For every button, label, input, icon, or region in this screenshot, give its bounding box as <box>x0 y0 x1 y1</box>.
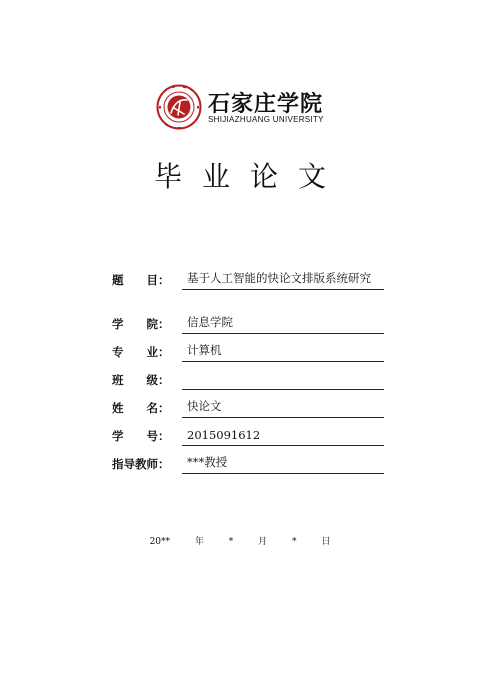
form-row-major <box>112 334 384 362</box>
date-year: 20** <box>149 537 171 547</box>
form-row-advisor <box>112 446 384 474</box>
info-form <box>112 262 384 474</box>
field-label-name: 姓 名： <box>112 401 170 415</box>
field-value-major: 计算机 <box>187 343 222 357</box>
field-value-advisor: ***教授 <box>187 455 228 469</box>
field-label-advisor: 指导教师： <box>112 457 170 471</box>
submission-date <box>0 534 480 547</box>
form-row-class <box>112 362 384 390</box>
field-value-topic: 基于人工智能的快论文排版系统研究 <box>187 271 371 285</box>
date-day: * <box>292 537 297 547</box>
page-title: 毕业论文 <box>153 160 346 193</box>
form-row-topic <box>112 262 384 290</box>
field-value-student-id: 2015091612 <box>187 428 261 442</box>
university-logo <box>156 84 336 132</box>
form-row-student-id <box>112 418 384 446</box>
field-label-topic: 题 目： <box>112 273 170 287</box>
underline <box>182 473 384 474</box>
date-month-unit: 月 <box>258 537 268 547</box>
date-month: * <box>228 537 234 547</box>
underline <box>182 289 384 290</box>
university-seal-icon <box>156 84 202 130</box>
form-row-college <box>112 306 384 334</box>
university-name-en: SHIJIAZHUANG UNIVERSITY <box>208 115 324 124</box>
field-label-student-id: 学 号： <box>112 429 170 443</box>
field-label-major: 专 业： <box>112 345 170 359</box>
field-label-class: 班 级： <box>112 373 170 387</box>
university-name-cn: 石家庄学院 <box>208 91 324 117</box>
date-day-unit: 日 <box>321 537 331 547</box>
field-value-college: 信息学院 <box>187 315 233 329</box>
date-year-unit: 年 <box>194 537 204 547</box>
field-label-college: 学 院： <box>112 317 170 331</box>
form-row-name <box>112 390 384 418</box>
field-value-name: 快论文 <box>187 399 222 413</box>
